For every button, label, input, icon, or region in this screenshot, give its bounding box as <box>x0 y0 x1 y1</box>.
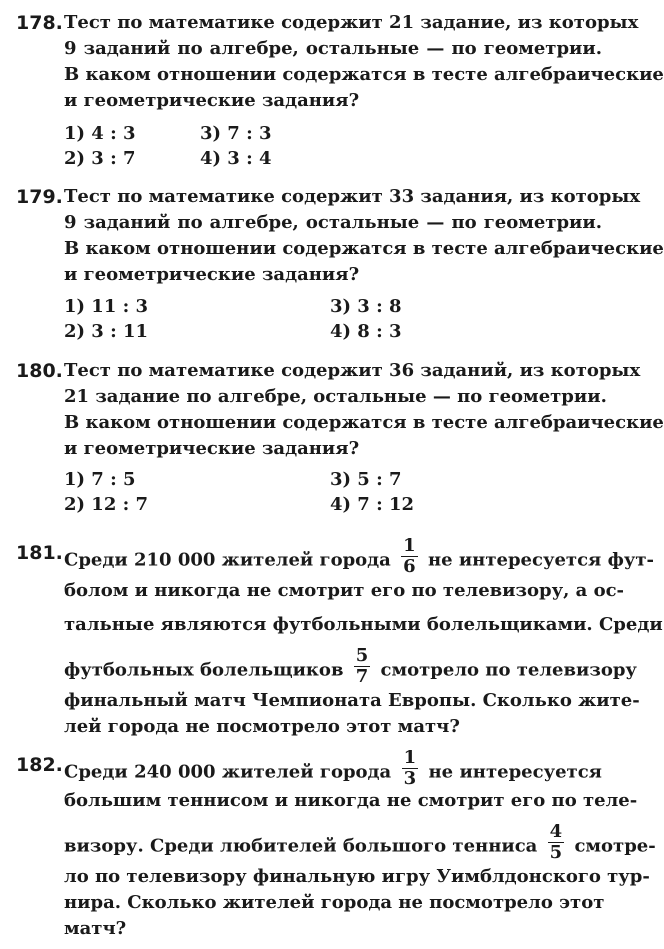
problem-text-line: матч? <box>64 918 127 939</box>
problem-number: 180. <box>16 360 63 382</box>
problem-number: 178. <box>16 12 63 34</box>
text-segment: футбольных болельщиков <box>64 659 344 681</box>
problem-number: 179. <box>16 186 63 208</box>
problem-text-line: и геометрические задания? <box>64 438 360 459</box>
answer-option: 2) 12 : 7 <box>64 494 149 515</box>
fraction <box>548 822 565 863</box>
answer-option: 2) 3 : 7 <box>64 148 136 169</box>
fraction-numerator: 5 <box>355 645 369 666</box>
text-segment: Среди 240 000 жителей города <box>64 761 392 783</box>
fraction-numerator: 4 <box>549 821 563 842</box>
answer-option: 3) 3 : 8 <box>330 296 402 317</box>
answer-option: 4) 7 : 12 <box>330 494 415 515</box>
problem-text-line: Тест по математике содержит 36 заданий, из которых <box>64 360 641 381</box>
answer-option: 1) 4 : 3 <box>64 123 136 144</box>
fraction <box>402 748 419 789</box>
problem-text-line <box>64 645 637 687</box>
problem-text-line: большим теннисом и никогда не смотрит его по теле- <box>64 790 638 811</box>
text-segment: смотрело по телевизору <box>380 659 637 681</box>
problem-text-line: финальный матч Чемпионата Европы. Сколько жите- <box>64 690 640 711</box>
answer-option: 2) 3 : 11 <box>64 321 149 342</box>
problem-text-line: 9 заданий по алгебре, остальные — по геометрии. <box>64 38 602 59</box>
answer-option: 1) 7 : 5 <box>64 469 136 490</box>
text-segment: не интересуется фут- <box>427 549 654 571</box>
problem-text-line <box>64 747 602 789</box>
fraction-denominator: 6 <box>403 556 416 577</box>
problem-text-line: 21 задание по алгебре, остальные — по геометрии. <box>64 386 607 407</box>
answer-option: 3) 7 : 3 <box>200 123 272 144</box>
fraction <box>354 646 371 687</box>
fraction-numerator: 1 <box>403 747 417 768</box>
problem-text-line: и геометрические задания? <box>64 90 360 111</box>
problem-text-line: В каком отношении содержатся в тесте алгебраические <box>64 64 664 85</box>
fraction-denominator: 5 <box>549 842 563 863</box>
problem-text-line: ло по телевизору финальную игру Уимблдонского тур- <box>64 866 650 887</box>
problem-text-line: болом и никогда не смотрит его по телевизору, а ос- <box>64 580 625 601</box>
fraction-denominator: 3 <box>403 768 417 789</box>
problem-number: 181. <box>16 542 63 564</box>
fraction-denominator: 7 <box>355 666 369 687</box>
problem-text-line <box>64 821 656 863</box>
problem-text-line: лей города не посмотрело этот матч? <box>64 716 460 737</box>
problem-text-line: и геометрические задания? <box>64 264 360 285</box>
fraction-numerator: 1 <box>403 535 416 556</box>
problem-text-line <box>64 535 654 577</box>
problem-text-line: В каком отношении содержатся в тесте алгебраические <box>64 238 664 259</box>
answer-option: 3) 5 : 7 <box>330 469 402 490</box>
problem-text-line: В каком отношении содержатся в тесте алгебраические <box>64 412 664 433</box>
fraction <box>401 536 418 577</box>
problem-text-line: нира. Сколько жителей города не посмотрело этот <box>64 892 605 913</box>
text-segment: визору. Среди любителей большого тенниса <box>64 835 538 857</box>
problem-text-line: Тест по математике содержит 33 задания, из которых <box>64 186 641 207</box>
text-segment: смотре- <box>574 835 656 857</box>
problem-text-line: тальные являются футбольными болельщиками. Среди <box>64 614 663 635</box>
answer-option: 4) 3 : 4 <box>200 148 272 169</box>
answer-option: 1) 11 : 3 <box>64 296 149 317</box>
problem-text-line: Тест по математике содержит 21 задание, из которых <box>64 12 639 33</box>
text-segment: Среди 210 000 жителей города <box>64 549 391 571</box>
problem-text-line: 9 заданий по алгебре, остальные — по геометрии. <box>64 212 602 233</box>
answer-option: 4) 8 : 3 <box>330 321 402 342</box>
text-segment: не интересуется <box>428 761 602 783</box>
problem-number: 182. <box>16 754 63 776</box>
